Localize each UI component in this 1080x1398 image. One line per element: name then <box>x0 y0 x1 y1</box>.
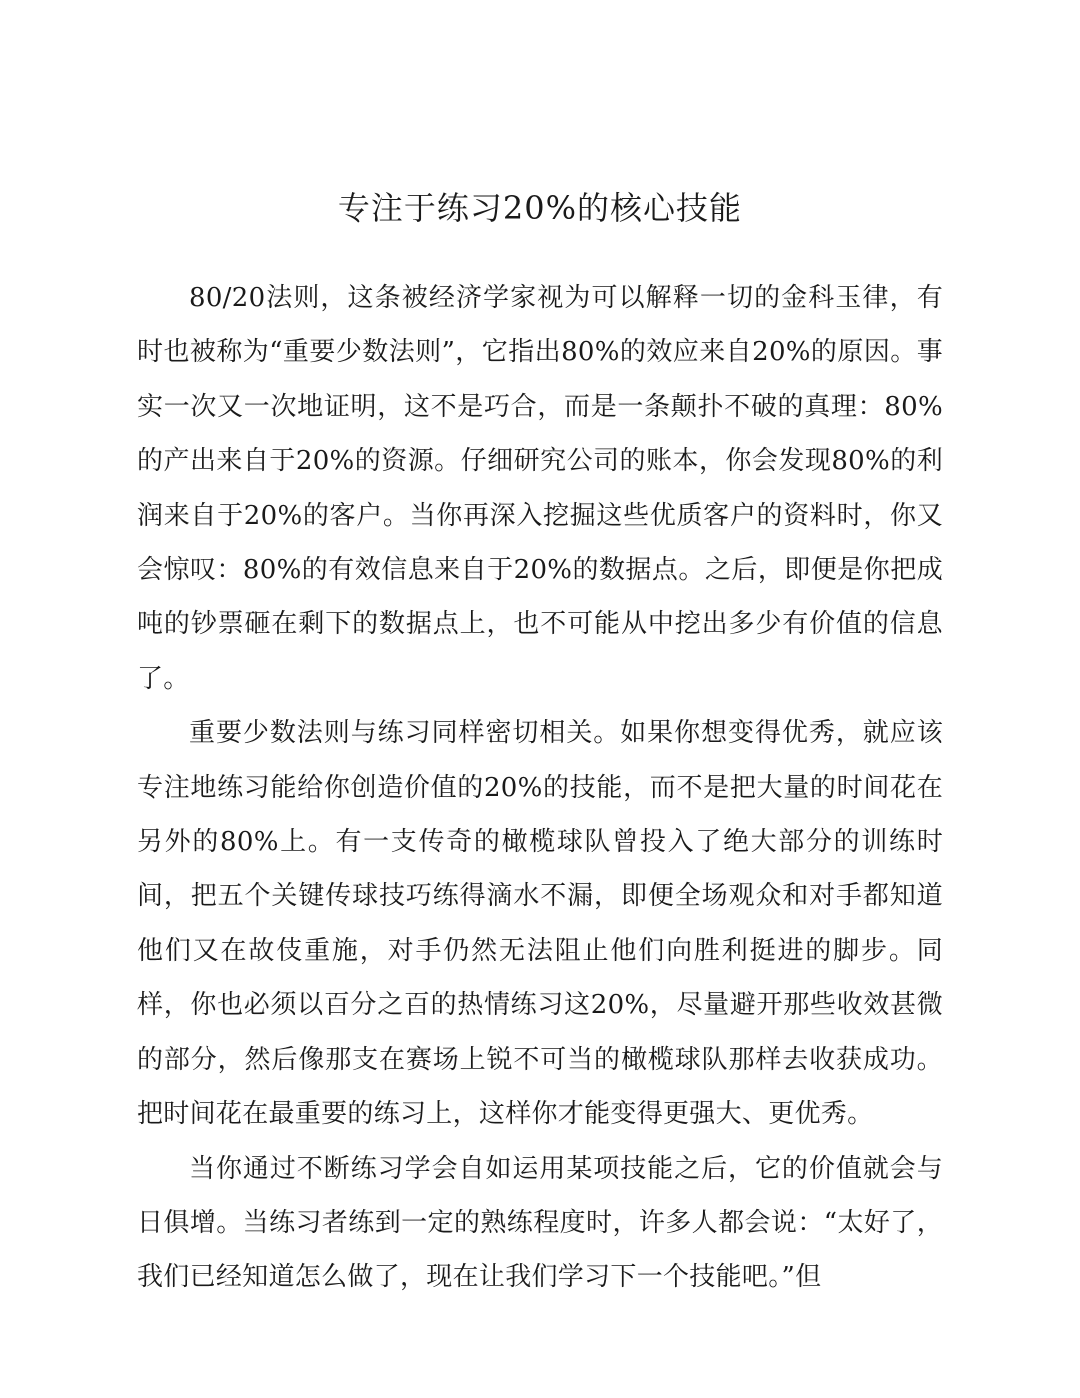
paragraph-1: 80/20法则，这条被经济学家视为可以解释一切的金科玉律，有时也被称为“重要少数法则”，它指出80%的效应来自20%的原因。事实一次又一次地证明，这不是巧合，而是一条颠扑不破的真理：80%的产出来自于20%的资源。仔细研究公司的账本，你会发现80%的利润来自于20%的客户。当你再深入挖掘这些优质客户的资料时，你又会惊叹：80%的有效信息来自于20%的数据点。之后，即便是你把成吨的钞票砸在剩下的数据点上，也不可能从中挖出多少有价值的信息了。 <box>137 283 943 694</box>
paragraph-2: 重要少数法则与练习同样密切相关。如果你想变得优秀，就应该专注地练习能给你创造价值的20%的技能，而不是把大量的时间花在另外的80%上。有一支传奇的橄榄球队曾投入了绝大部分的训练时间，把五个关键传球技巧练得滴水不漏，即便全场观众和对手都知道他们又在故伎重施，对手仍然无法阻止他们向胜利挺进的脚步。同样，你也必须以百分之百的热情练习这20%，尽量避开那些收效甚微的部分，然后像那支在赛场上锐不可当的橄榄球队那样去收获成功。把时间花在最重要的练习上，这样你才能变得更强大、更优秀。 <box>137 718 943 1130</box>
paragraph-3: 当你通过不断练习学会自如运用某项技能之后，它的价值就会与日俱增。当练习者练到一定的熟练程度时，许多人都会说：“太好了，我们已经知道怎么做了，现在让我们学习下一个技能吧。”但 <box>137 1153 943 1293</box>
page-title: 专注于练习20%的核心技能 <box>337 189 743 227</box>
body-text <box>137 271 943 1305</box>
